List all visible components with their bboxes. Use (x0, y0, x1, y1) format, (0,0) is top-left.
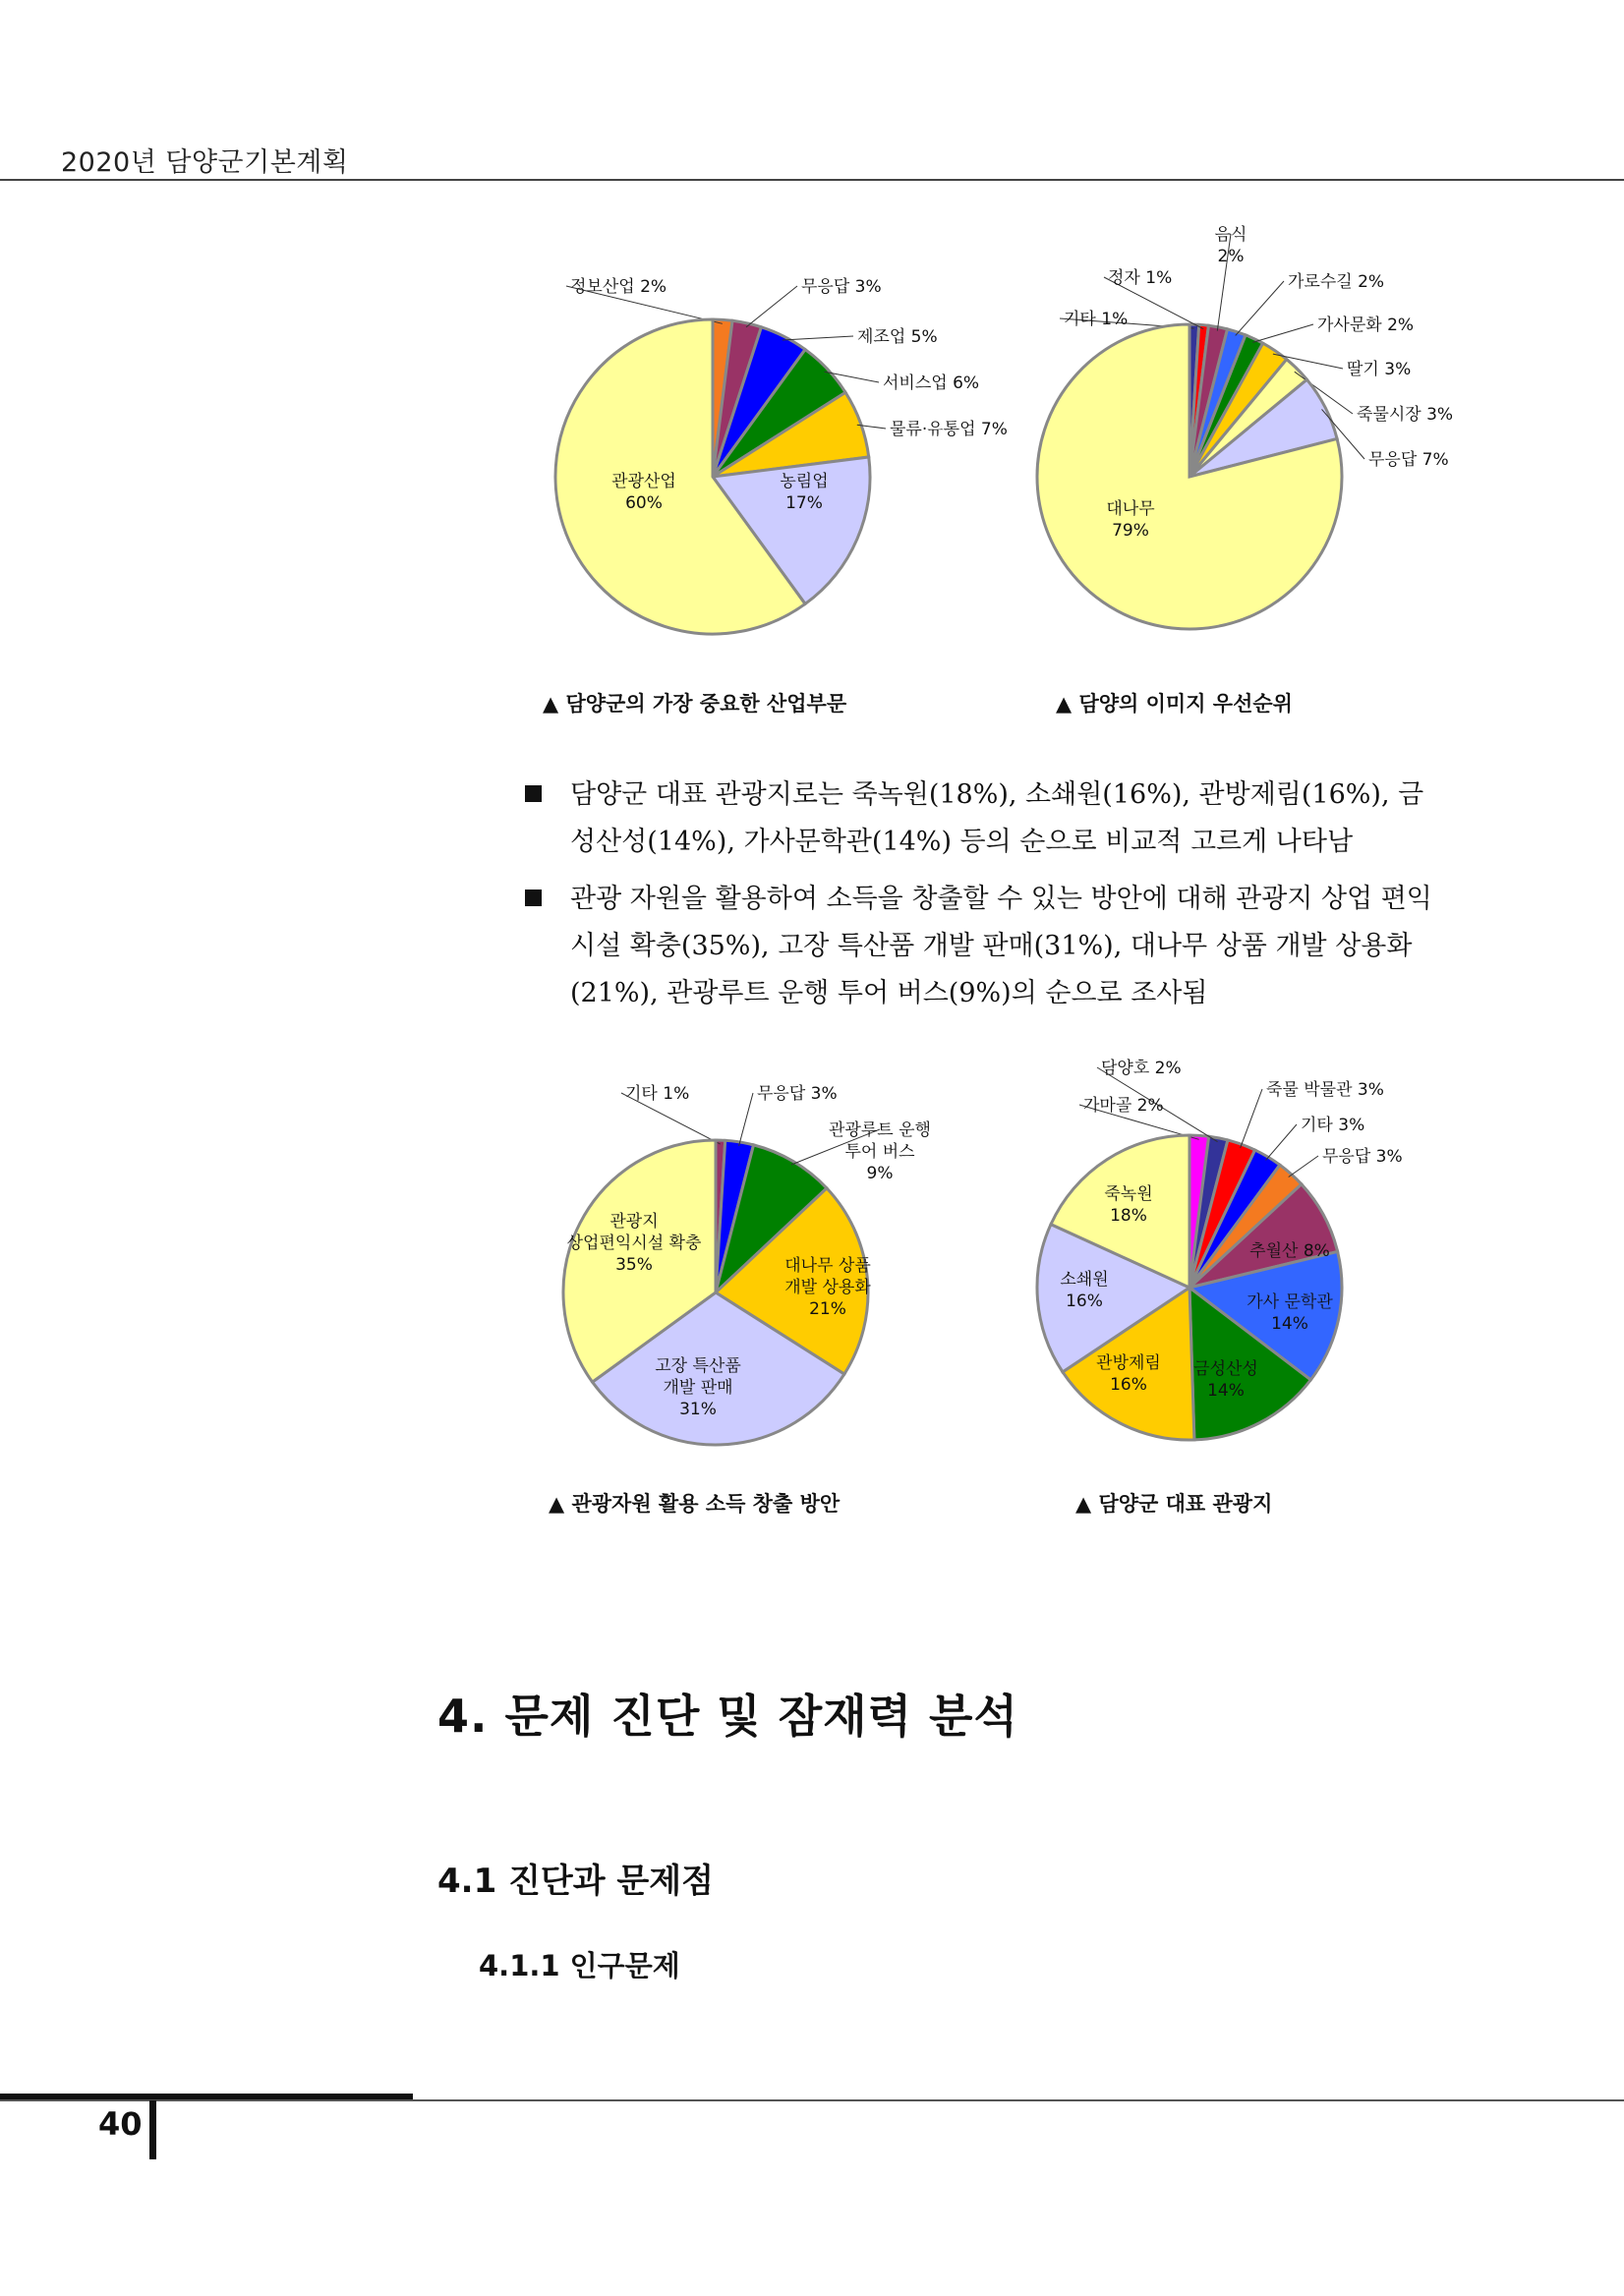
data-label-관광산업: 관광산업 60% (611, 472, 676, 513)
bullet-item (521, 772, 1445, 866)
data-label-소쇄원: 소쇄원 16% (1060, 1270, 1109, 1311)
bullet-square-icon (525, 785, 542, 802)
leader-line (1289, 1156, 1318, 1177)
subsubsection-heading: 4.1.1 인구문제 (479, 1949, 680, 1982)
footer-rule (0, 2099, 1624, 2101)
data-label-무응답: 무응답 3% (801, 277, 882, 297)
data-label-딸기: 딸기 3% (1347, 360, 1412, 379)
chart-income-caption: ▲ 관광자원 활용 소득 창출 방안 (549, 1492, 841, 1516)
data-label-죽녹원: 죽녹원 18% (1104, 1184, 1153, 1226)
data-label-관방제림: 관방제림 16% (1096, 1353, 1161, 1395)
data-label-기타: 기타 1% (625, 1084, 690, 1104)
subsection-heading: 4.1 진단과 문제점 (437, 1862, 714, 1901)
data-label-죽물시장: 죽물시장 3% (1357, 405, 1454, 425)
data-label-가사-문학관: 가사 문학관 14% (1247, 1292, 1333, 1334)
data-label-기타: 기타 3% (1301, 1116, 1365, 1135)
bullet-list (521, 772, 1445, 1027)
data-label-관광지-상업편익시설-확충: 관광지 상업편익시설 확충 35% (566, 1212, 702, 1275)
chart-image (1022, 225, 1494, 659)
data-label-관광루트-운행-투어-버스: 관광루트 운행 투어 버스 9% (829, 1120, 931, 1183)
leader-line (783, 336, 853, 340)
bullet-item (521, 876, 1445, 1017)
data-label-서비스업: 서비스업 6% (883, 373, 980, 393)
page-number-bar (149, 2100, 156, 2159)
data-label-정자: 정자 1% (1108, 268, 1173, 288)
chart-income-svg (551, 1066, 1022, 1460)
chart-industry-svg (551, 241, 1022, 663)
data-label-무응답: 무응답 3% (757, 1084, 838, 1104)
data-label-무응답: 무응답 7% (1368, 450, 1449, 470)
document-header-title: 2020년 담양군기본계획 (61, 147, 349, 178)
chart-tourist-sites-svg (1022, 1052, 1494, 1464)
data-label-대나무-상품-개발-상용화: 대나무 상품 개발 상용화 21% (784, 1256, 871, 1319)
data-label-죽물-박물관: 죽물 박물관 3% (1266, 1080, 1384, 1100)
data-label-제조업: 제조업 5% (857, 327, 938, 347)
leader-line (739, 1093, 753, 1146)
leader-line (1252, 324, 1313, 342)
data-label-가마골: 가마골 2% (1083, 1096, 1164, 1116)
data-label-기타: 기타 1% (1064, 310, 1129, 329)
leader-line (1266, 1124, 1297, 1160)
data-label-음식: 음식 2% (1214, 225, 1247, 266)
chart-tourist-sites-caption: ▲ 담양군 대표 관광지 (1075, 1492, 1273, 1516)
leader-line (1236, 281, 1284, 335)
data-label-담양호: 담양호 2% (1101, 1059, 1182, 1078)
chart-image-svg (1022, 225, 1494, 659)
leader-line (1241, 1089, 1262, 1148)
data-label-물류·유통업: 물류·유통업 7% (890, 420, 1008, 439)
header-rule (0, 179, 1624, 181)
page-number: 40 (98, 2105, 143, 2143)
data-label-고장-특산품-개발-판매: 고장 특산품 개발 판매 31% (655, 1356, 741, 1419)
data-label-가로수길: 가로수길 2% (1288, 272, 1385, 292)
chart-industry-caption: ▲ 담양군의 가장 중요한 산업부문 (543, 692, 847, 716)
leader-line (746, 286, 797, 327)
data-label-추월산: 추월산 8% (1249, 1241, 1330, 1261)
section-heading: 4. 문제 진단 및 잠재력 분석 (437, 1690, 1018, 1743)
data-label-대나무: 대나무 79% (1106, 499, 1155, 541)
chart-tourist-sites (1022, 1052, 1494, 1464)
data-label-정보산업: 정보산업 2% (570, 277, 667, 297)
data-label-무응답: 무응답 3% (1322, 1147, 1403, 1167)
chart-income (551, 1066, 1022, 1460)
bullet-square-icon (525, 890, 542, 906)
data-label-가사문화: 가사문화 2% (1317, 316, 1415, 335)
data-label-금성산성: 금성산성 14% (1193, 1359, 1258, 1401)
chart-image-caption: ▲ 담양의 이미지 우선순위 (1056, 692, 1293, 716)
bullet-text: 관광 자원을 활용하여 소득을 창출할 수 있는 방안에 대해 관광지 상업 편익 시설 확충(35%), 고장 특산품 개발 판매(31%), 대나무 상품 개발 상용화(21%), 관광루트 운행 투어 버스(9%)의 순으로 조사됨 (570, 884, 1432, 1008)
bullet-text: 담양군 대표 관광지로는 죽녹원(18%), 소쇄원(16%), 관방제림(16%), 금성산성(14%), 가사문학관(14%) 등의 순으로 비교적 고르게 나타남 (570, 779, 1424, 857)
chart-industry (551, 241, 1022, 663)
data-label-농림업: 농림업 17% (780, 472, 829, 513)
